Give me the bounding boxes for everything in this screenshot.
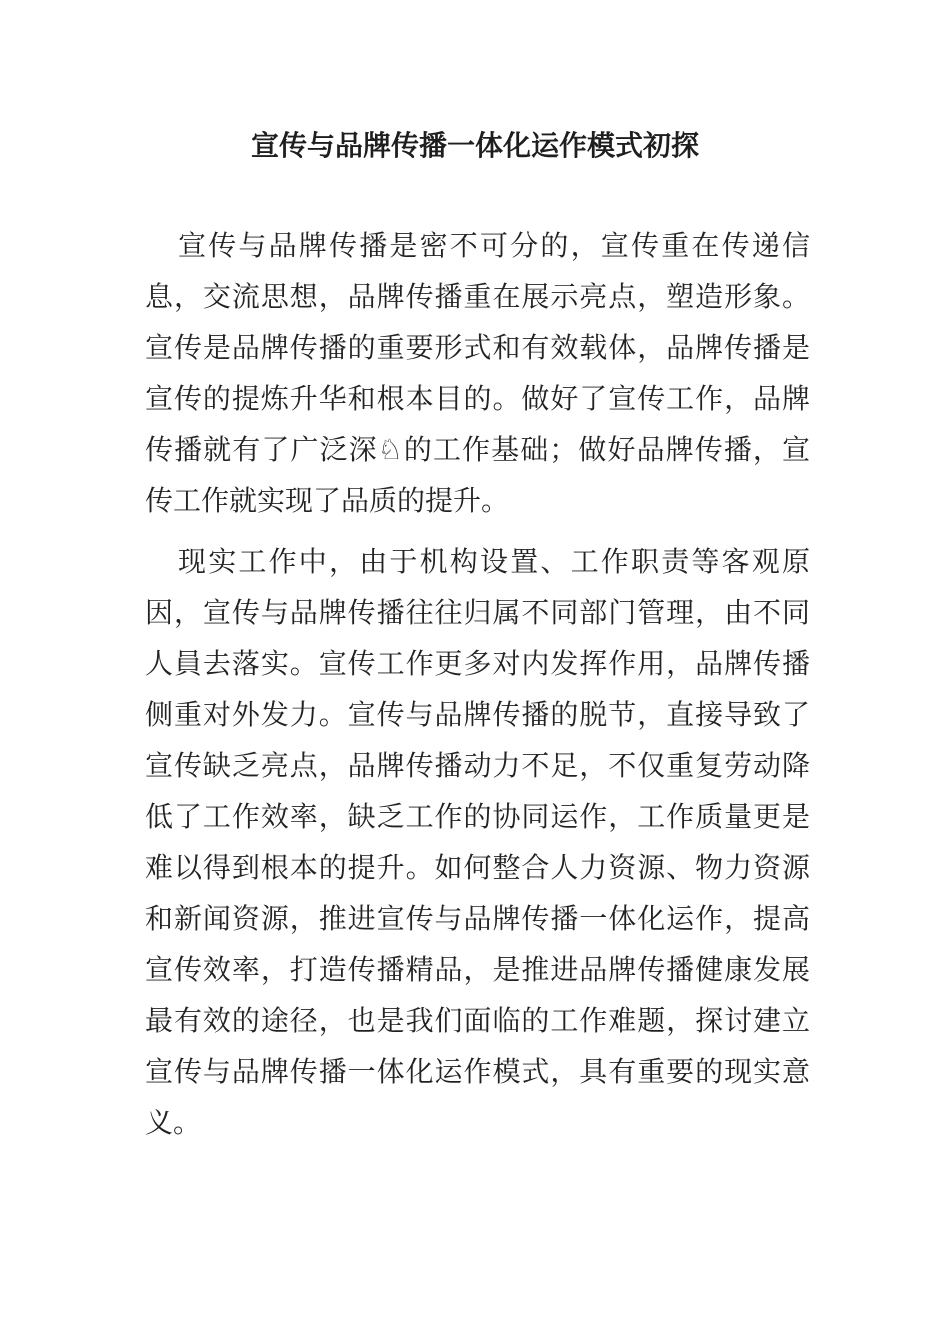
paragraph-2: 现实工作中，由于机构设置、工作职责等客观原因，宣传与品牌传播往往归属不同部门管理，由不同人員去落实。宣传工作更多对内发挥作用，品牌传播侧重对外发力。宣传与品牌传播的脱节，直接导致了宣传缺乏亮点，品牌传播动力不足，不仅重复劳动降低了工作效率，缺乏工作的协同运作，工作质量更是难以得到根本的提升。如何整合人力资源、物力资源和新闻资源，推进宣传与品牌传播一体化运作，提高宣传效率，打造传播精品，是推进品牌传播健康发展最有效的途径，也是我们面临的工作难题，探讨建立宣传与品牌传播一体化运作模式，具有重要的现实意义。 <box>145 545 810 1139</box>
document-title: 宣传与品牌传播一体化运作模式初探 <box>250 129 699 162</box>
paragraph-1: 宣传与品牌传播是密不可分的，宣传重在传递信息，交流思想，品牌传播重在展示亮点，塑造形象。宣传是品牌传播的重要形式和有效载体，品牌传播是宣传的提炼升华和根本目的。做好了宣传工作，品牌传播就有了广泛深♘的工作基础；做好品牌传播，宣传工作就实现了品质的提升。 <box>145 229 810 517</box>
document-body <box>145 220 810 1158</box>
